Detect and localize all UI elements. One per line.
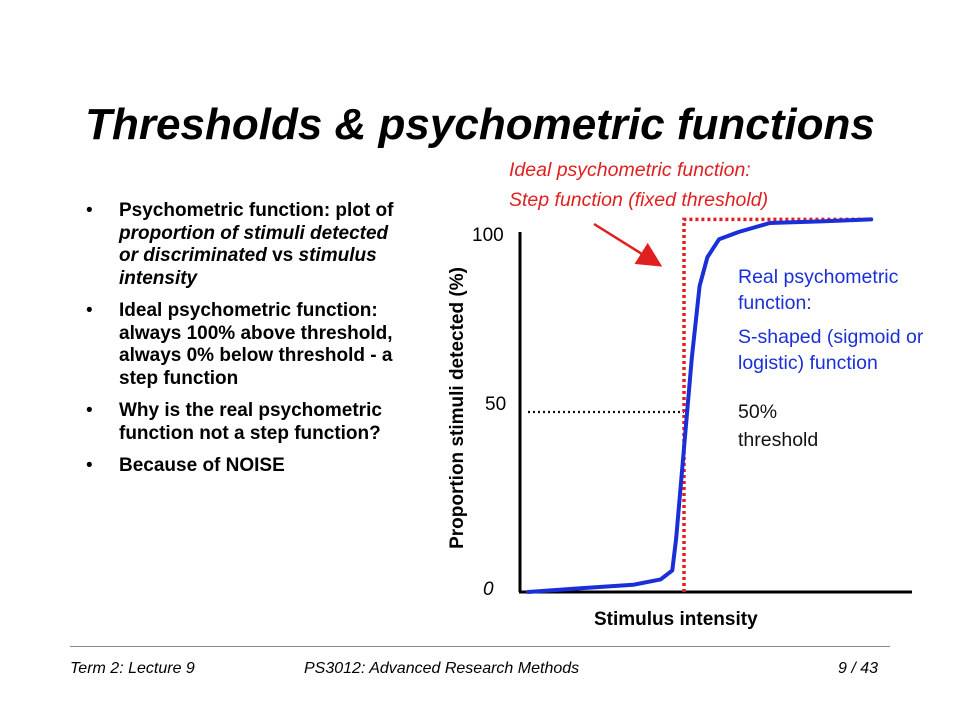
ideal-annotation-arrow: [594, 224, 658, 264]
real-annotation-line4: logistic) function: [738, 352, 878, 374]
footer-page-number: 9 / 43: [838, 660, 879, 677]
bullet-text: Why is the real psychometric function not a step function?: [119, 400, 382, 444]
y-axis-label: Proportion stimuli detected (%): [447, 267, 468, 549]
bullet-text: Ideal psychometric function: always 100% above threshold, always 0% below threshold - a step function: [119, 300, 393, 389]
bullet-marker: •: [86, 400, 93, 421]
footer-divider: [70, 646, 890, 647]
threshold-annotation-line1: 50%: [738, 401, 778, 423]
y-tick-100: 100: [472, 225, 504, 246]
y-tick-50: 50: [485, 394, 507, 415]
footer-lecture: Term 2: Lecture 9: [70, 660, 195, 677]
bullet-text: Psychometric function: plot of proportion of stimuli detected or discriminated vs stimulus intensity: [119, 200, 394, 289]
bullet-marker: •: [86, 200, 93, 221]
x-axis-label: Stimulus intensity: [594, 609, 758, 630]
real-annotation-line2: function:: [738, 292, 812, 314]
ideal-annotation-line1: Ideal psychometric function:: [509, 159, 751, 181]
ideal-annotation-line2: Step function (fixed threshold): [509, 189, 769, 211]
bullet-text: Because of NOISE: [119, 455, 285, 476]
y-tick-0: 0: [483, 579, 494, 600]
real-annotation-line1: Real psychometric: [738, 266, 899, 288]
real-annotation-line3: S-shaped (sigmoid or: [738, 326, 924, 348]
footer-course: PS3012: Advanced Research Methods: [304, 660, 580, 677]
bullet-marker: •: [86, 455, 93, 476]
threshold-annotation-line2: threshold: [738, 429, 819, 451]
slide-title: Thresholds & psychometric functions: [85, 100, 875, 149]
bullet-marker: •: [86, 300, 93, 321]
